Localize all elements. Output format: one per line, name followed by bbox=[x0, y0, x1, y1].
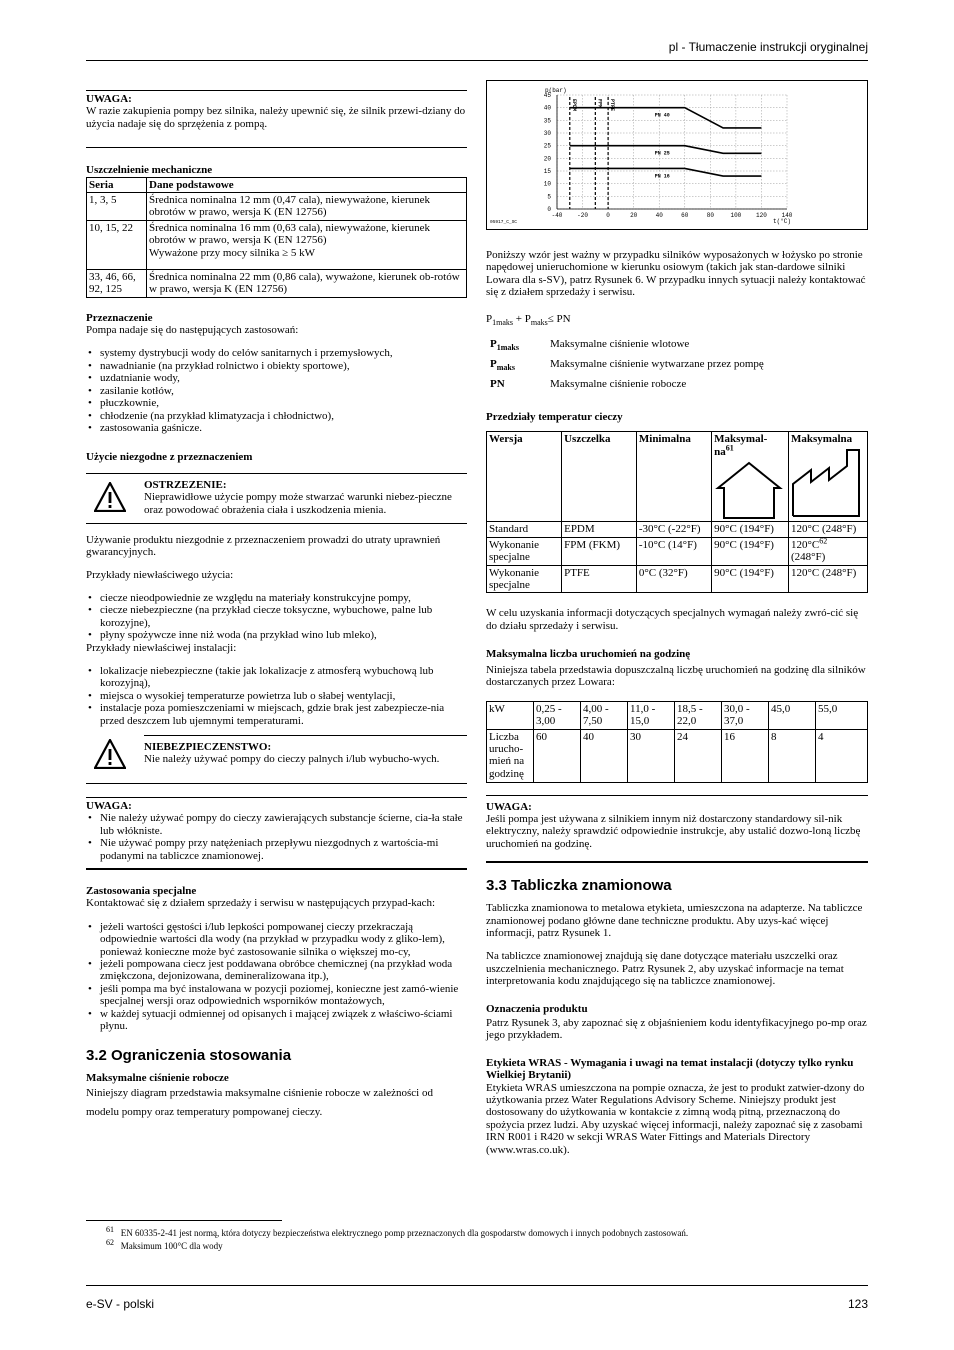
page-footer bbox=[86, 1285, 868, 1311]
temp-header: Wersja bbox=[487, 432, 562, 522]
starts-cell: 8 bbox=[769, 729, 816, 782]
starts-cell: 30 bbox=[628, 729, 675, 782]
warning-text: Nieprawidłowe użycie pompy może stwarzać warunki niebez-pieczne oraz powodować obrażenia ciała i uszkodzenia mienia. bbox=[144, 491, 452, 516]
seal-cell: Średnica nominalna 12 mm (0,47 cala), niewyważone, kierunek obrotów w prawo, wersja K (EN 12756) bbox=[147, 193, 467, 221]
note-list bbox=[86, 812, 467, 862]
temp-header-house: Maksymal-$na^{61}$ bbox=[712, 432, 789, 522]
seal-table bbox=[86, 177, 467, 298]
list-item: • lokalizacje niebezpieczne (takie jak lokalizacje z atmosferą wybuchową lub korozyjną), bbox=[86, 665, 467, 690]
temp-header: Minimalna bbox=[636, 432, 711, 522]
temp-header-factory: Maksymalna bbox=[789, 432, 868, 522]
temp-cell: Wykonanie specjalne bbox=[487, 537, 562, 565]
list-item: • Nie należy używać pompy do cieczy zawierających substancje ścierne, cia-ła stałe lub włókniste. bbox=[86, 812, 467, 837]
y-tick-label: 20 bbox=[543, 155, 551, 163]
y-tick-label: 35 bbox=[543, 117, 551, 125]
series-label: PN 40 bbox=[654, 112, 670, 119]
starts-table bbox=[486, 701, 868, 783]
seal-limit-label: EPDM bbox=[570, 99, 577, 112]
seal-cell-line: Wyważone przy mocy silnika ≥ 5 kW bbox=[149, 246, 316, 259]
danger-text: Nie należy używać pompy do cieczy palnych i/lub wybucho-wych. bbox=[144, 753, 440, 766]
misuse-p1: Używanie produktu niezgodnie z przeznaczeniem prowadzi do utraty uprawnień gwarancyjnych. bbox=[86, 533, 441, 559]
table-row bbox=[87, 269, 467, 297]
misuse-list-2 bbox=[86, 665, 467, 727]
starts-cell: 55,0 bbox=[816, 701, 868, 729]
purpose-title: Przeznaczenie bbox=[86, 311, 153, 324]
table-row bbox=[486, 377, 766, 397]
temp-header: Uszczelka bbox=[562, 432, 637, 522]
x-tick-label: 20 bbox=[630, 212, 638, 219]
section-heading: 3.2 Ograniczenia stosowania bbox=[86, 1046, 292, 1064]
starts-cell: 0,25 - 3,00 bbox=[534, 701, 581, 729]
list-item: • Nie używać pompy przy natężeniach przepływu niezgodnych z wartościa-mi podanymi na tabliczce znamionowej. bbox=[86, 837, 467, 862]
danger-triangle-icon bbox=[94, 739, 126, 769]
table-row bbox=[486, 357, 766, 377]
list-item: • uzdatnianie wody, bbox=[86, 372, 467, 384]
danger-title: NIEBEZPIECZENSTWO: bbox=[144, 741, 272, 753]
x-tick-label: 60 bbox=[681, 212, 689, 219]
temp-cell: -30°C (-22°F) bbox=[636, 522, 711, 537]
warning-title: OSTRZEZENIE: bbox=[144, 478, 227, 491]
formula-sub: maks bbox=[530, 317, 548, 327]
special-title: Zastosowania specjalne bbox=[86, 885, 197, 898]
series-label: PN 16 bbox=[654, 173, 670, 180]
note-box-3 bbox=[486, 795, 868, 851]
list-item: • jeśli pompa ma być instalowana w pozycji poziomej, konieczne jest zamó-wienie specjalnej wersji oraz odpowiednich wsporników montażowych, bbox=[86, 983, 467, 1008]
formula-part: P bbox=[486, 312, 493, 325]
max-pressure-title: Maksymalne ciśnienie robocze bbox=[86, 1071, 229, 1084]
misuse-p2: Przykłady niewłaściwego użycia: bbox=[86, 568, 234, 581]
note-box-end bbox=[86, 147, 467, 148]
list-item: • jeżeli pompowana ciecz jest poddawana obróbce chemicznej (na przykład woda zmiękczona, dejonizowana, demineralizowana itp.), bbox=[86, 958, 467, 983]
note-title: UWAGA: bbox=[86, 93, 132, 105]
chart-code: 05917_C_SC bbox=[490, 220, 518, 225]
legend-symbol: $P_{1maks}$ bbox=[490, 338, 519, 353]
temp-cell: Wykonanie specjalne bbox=[487, 565, 562, 593]
note-text: W razie zakupienia pompy bez silnika, należy upewnić się, że silnik przewi-dziany do użycia nadaje się do sprzężenia z pompą. bbox=[86, 105, 466, 130]
seal-limit-label: FPM bbox=[596, 99, 603, 109]
temp-cell: 0°C (32°F) bbox=[636, 565, 711, 593]
temp-cell: -10°C (14°F) bbox=[636, 537, 711, 565]
temp-cell: EPDM bbox=[562, 522, 637, 537]
list-item: • systemy dystrybucji wody do celów sanitarnych i przemysłowych, bbox=[86, 347, 467, 359]
temp-title: Przedziały temperatur cieczy bbox=[486, 411, 623, 424]
temp-cell: FPM (FKM) bbox=[562, 537, 637, 565]
pressure-chart-box bbox=[486, 80, 868, 230]
warning-box bbox=[86, 473, 467, 523]
legend-desc: Maksymalne ciśnienie wytwarzane przez pompę bbox=[550, 358, 764, 371]
list-item: • płuczkownie, bbox=[86, 397, 467, 409]
formula-text: Poniższy wzór jest ważny w przypadku silników wyposażonych w łożysko po stronie napędowej unieruchomione w kierunku osiowym (takich jak stan-dardowe silniki Lowara dla s-SV), patrz Rysunek 6. W przypadku innych sytuacji należy kontaktować się z działem sprzedaży i serwisu. bbox=[486, 249, 866, 299]
note-text: Jeśli pompa jest używana z silnikiem innym niż dostarczony standardowy sil-nik elektryczny, należy sprawdzić odpowiednie instrukcje, aby ustalić dozwo-loną liczbę uruchomień na godzinę. bbox=[486, 812, 861, 850]
seal-cell: 10, 15, 22 bbox=[87, 220, 147, 269]
seal-title: Uszczelnienie mechaniczne bbox=[86, 164, 213, 177]
legend-desc: Maksymalne ciśnienie robocze bbox=[550, 378, 687, 391]
seal-limit-label: PTFE bbox=[609, 99, 616, 112]
list-item: • ciecze nieodpowiednie ze względu na materiały konstrukcyjne pompy, bbox=[86, 592, 467, 604]
x-tick-label: 120 bbox=[756, 212, 767, 219]
temp-cell: 120°C (248°F) bbox=[789, 522, 868, 537]
formula-sub: 1maks bbox=[492, 317, 514, 327]
temp-cell: Standard bbox=[487, 522, 562, 537]
series-label: PN 25 bbox=[654, 150, 670, 157]
x-tick-label: 40 bbox=[655, 212, 663, 219]
rating-p3: Patrz Rysunek 3, aby zapoznać się z objaśnieniem kodu identyfikacyjnego po-mp oraz jego przykładem. bbox=[486, 1016, 867, 1042]
y-tick-label: 25 bbox=[543, 142, 551, 150]
formula-part: ≤ PN bbox=[547, 312, 571, 325]
list-item: • miejsca o wysokiej temperaturze powietrza lub o słabej wentylacji, bbox=[86, 690, 467, 702]
temp-cell: 90°C (194°F) bbox=[712, 565, 789, 593]
starts-cell: 16 bbox=[722, 729, 769, 782]
special-intro: Kontaktować się z działem sprzedaży i serwisu w następujących przypad-kach: bbox=[86, 897, 436, 910]
y-tick-label: 10 bbox=[543, 180, 551, 188]
list-item: • chłodzenie (na przykład klimatyzacja i chłodnictwo), bbox=[86, 410, 467, 422]
note-title: UWAGA: bbox=[486, 800, 532, 813]
list-item: • w każdej sytuacji odmiennej od opisanych i mającej związek z właściwo-ściami płynu. bbox=[86, 1008, 467, 1033]
seal-cell-line: Średnica nominalna 16 mm (0,63 cala), niewyważone, kierunek obrotów w prawo, wersja K (EN 12756) bbox=[149, 221, 431, 247]
list-item: • nawadnianie (na przykład rolnictwo i obiekty sportowe), bbox=[86, 360, 467, 372]
product-id-title: Oznaczenia produktu bbox=[486, 1002, 588, 1015]
misuse-list-1 bbox=[86, 592, 467, 642]
y-tick-label: 40 bbox=[543, 104, 551, 112]
page-number: 123 bbox=[847, 1297, 868, 1311]
footnote: $^{61}$ EN 60335-2-41 jest normą, która dotyczy bezpieczeństwa elektrycznego pomp przeznaczonych dla gospodarstw domowych i innych podobnych zastosowań. bbox=[106, 1225, 689, 1238]
warning-triangle-icon bbox=[86, 479, 144, 523]
table-row bbox=[487, 729, 868, 782]
special-list bbox=[86, 921, 467, 1033]
list-item: • instalacje poza pomieszczeniami w miejscach, gdzie brak jest zabezpiecze-nia przed deszczem lub ujemnymi temperaturami. bbox=[86, 702, 467, 727]
table-row bbox=[487, 537, 868, 565]
page-header bbox=[86, 40, 868, 61]
legend-symbol: $P_{maks}$ bbox=[490, 358, 515, 373]
warning-box-end bbox=[86, 523, 467, 524]
seal-cell: 33, 46, 66, 92, 125 bbox=[87, 269, 147, 297]
seal-cell: 1, 3, 5 bbox=[87, 193, 147, 221]
starts-cell: 30,0 - 37,0 bbox=[722, 701, 769, 729]
max-pressure-text: Niniejszy diagram przedstawia maksymalne ciśnienie robocze w zależności od modelu pompy oraz temperatury pompowanej cieczy. bbox=[86, 1086, 433, 1118]
legend-desc: Maksymalne ciśnienie wlotowe bbox=[550, 338, 690, 351]
rating-p2: Na tabliczce znamionowej znajdują się dane dotyczące materiału uszczelki oraz uszczelnienia mechanicznego. Patrz Rysunek 2, aby uzyskać informacje na temat interpretowania kodu znajdującego się na tabliczce znamionowej. bbox=[486, 950, 844, 988]
y-tick-label: 30 bbox=[543, 130, 551, 137]
note-box-2-end bbox=[86, 868, 467, 870]
x-tick-label: 0 bbox=[606, 212, 610, 219]
legend-table bbox=[486, 337, 766, 397]
starts-cell: 11,0 - 15,0 bbox=[628, 701, 675, 729]
starts-title: Maksymalna liczba uruchomień na godzinę bbox=[486, 648, 691, 661]
x-tick-label: 140 bbox=[781, 212, 793, 219]
list-item: • zastosowania gaśnicze. bbox=[86, 422, 467, 434]
table-row bbox=[487, 701, 868, 729]
y-axis-label: p(bar) bbox=[545, 87, 567, 94]
temp-cell: $120^\circ C^{62}$ (248°F) bbox=[789, 537, 868, 565]
list-item: • ciecze niebezpieczne (na przykład ciecze toksyczne, wybuchowe, palne lub korozyjne), bbox=[86, 604, 467, 629]
misuse-p3: Przykłady niewłaściwej instalacji: bbox=[86, 641, 237, 654]
list-item: • zasilanie kotłów, bbox=[86, 385, 467, 397]
starts-cell: 45,0 bbox=[769, 701, 816, 729]
seal-cell: Średnica nominalna 22 mm (0,86 cala), wyważone, kierunek ob-rotów w prawo, wersja K (EN 12756) bbox=[147, 269, 467, 297]
table-row bbox=[87, 220, 467, 269]
y-tick-label: 45 bbox=[543, 92, 551, 99]
purpose-intro: Pompa nadaje się do następujących zastosowań: bbox=[86, 324, 299, 337]
legend-symbol: PN bbox=[490, 378, 505, 391]
wras-title: Etykieta WRAS - Wymagania i uwagi na temat instalacji (dotyczy tylko rynku Wielkiej Brytanii) bbox=[486, 1056, 854, 1082]
note-box-2 bbox=[86, 797, 467, 862]
starts-text: Niniejsza tabela przedstawia dopuszczalną liczbę uruchomień na godzinę dla silników dostarczanych przez Lowara: bbox=[486, 663, 866, 689]
footnote-rule bbox=[86, 1220, 282, 1221]
starts-cell: 18,5 - 22,0 bbox=[675, 701, 722, 729]
rating-p4: Etykieta WRAS umieszczona na pompie oznacza, że jest to produkt zatwier-dzony do użytkowania przez Water Regulations Advisory Scheme. Niniejszy produkt jest dostosowany do użytkowania w kontakcie z zimną wodą pitną, przeznaczoną do spożycia przez ludzi. Aby uzyskać więcej informacji, należy zapoznać się z zasobami IRN R001 i R420 w sekcji WRAS Water Fittings and Materials Directory (www.wras.co.uk). bbox=[486, 1081, 865, 1156]
seal-cell bbox=[147, 220, 467, 269]
x-tick-label: 100 bbox=[730, 212, 742, 219]
starts-cell: 24 bbox=[675, 729, 722, 782]
temp-cell: 120°C (248°F) bbox=[789, 565, 868, 593]
table-row bbox=[486, 337, 766, 357]
note-title: UWAGA: bbox=[86, 800, 132, 812]
danger-box bbox=[144, 735, 467, 785]
table-row bbox=[487, 432, 868, 522]
right-column bbox=[486, 80, 868, 1156]
section-heading: 3.3 Tabliczka znamionowa bbox=[486, 877, 672, 895]
factory-icon bbox=[791, 448, 865, 518]
house-icon bbox=[714, 460, 784, 520]
pressure-chart bbox=[487, 81, 867, 227]
y-tick-label: 15 bbox=[543, 168, 551, 175]
starts-cell: 4,00 - 7,50 bbox=[581, 701, 628, 729]
formula-part: + P bbox=[513, 312, 531, 325]
temp-cell: PTFE bbox=[562, 565, 637, 593]
rating-p1: Tabliczka znamionowa to metalowa etykieta, umieszczona na adapterze. Na tabliczce znamionowej podano główne dane techniczne produktu. Aby uzys-kać więcej informacji, patrz Rysunek 1. bbox=[486, 902, 863, 939]
misuse-title: Użycie niezgodne z przeznaczeniem bbox=[86, 451, 253, 464]
table-row bbox=[487, 565, 868, 593]
y-tick-label: 5 bbox=[547, 193, 551, 201]
purpose-list bbox=[86, 347, 467, 434]
starts-cell: 4 bbox=[816, 729, 868, 782]
starts-cell: kW bbox=[487, 701, 534, 729]
footer-left: e-SV - polski bbox=[86, 1297, 155, 1311]
footnote: $^{62}$ Maksimum 100°C dla wody bbox=[106, 1238, 223, 1251]
note-box-3-end bbox=[486, 861, 868, 863]
starts-cell: 40 bbox=[581, 729, 628, 782]
table-row bbox=[487, 522, 868, 537]
seal-header-series: Seria bbox=[87, 177, 147, 192]
y-tick-label: 0 bbox=[547, 206, 551, 213]
list-item: • płyny spożywcze inne niż woda (na przykład wino lub mleko), bbox=[86, 629, 467, 641]
starts-cell: 60 bbox=[534, 729, 581, 782]
header-title: pl - Tłumaczenie instrukcji oryginalnej bbox=[668, 40, 868, 54]
x-tick-label: -40 bbox=[551, 212, 563, 219]
temp-cell: 90°C (194°F) bbox=[712, 522, 789, 537]
table-row bbox=[87, 193, 467, 221]
note-box-1 bbox=[86, 90, 467, 130]
temp-cell: 90°C (194°F) bbox=[712, 537, 789, 565]
starts-cell: Liczba urucho-mień na godzinę bbox=[487, 729, 534, 782]
x-tick-label: -20 bbox=[577, 212, 588, 219]
list-item: • jeżeli wartości gęstości i/lub lepkości pompowanej cieczy przekraczają odpowiednie wartości dla wody (na przykład w przypadku wody z gliko-lem), ponieważ konieczne może być zastosowanie silnika o większej mo-cy, bbox=[86, 921, 467, 958]
x-axis-label: t(°C) bbox=[773, 218, 792, 225]
left-column bbox=[86, 80, 467, 1122]
temp-table bbox=[486, 431, 868, 593]
x-tick-label: 80 bbox=[706, 212, 714, 219]
temp-after: W celu uzyskania informacji dotyczących specjalnych wymagań należy zwró-cić się do działu sprzedaży i serwisu. bbox=[486, 607, 859, 632]
formula bbox=[486, 313, 868, 325]
seal-header-data: Dane podstawowe bbox=[147, 177, 467, 192]
